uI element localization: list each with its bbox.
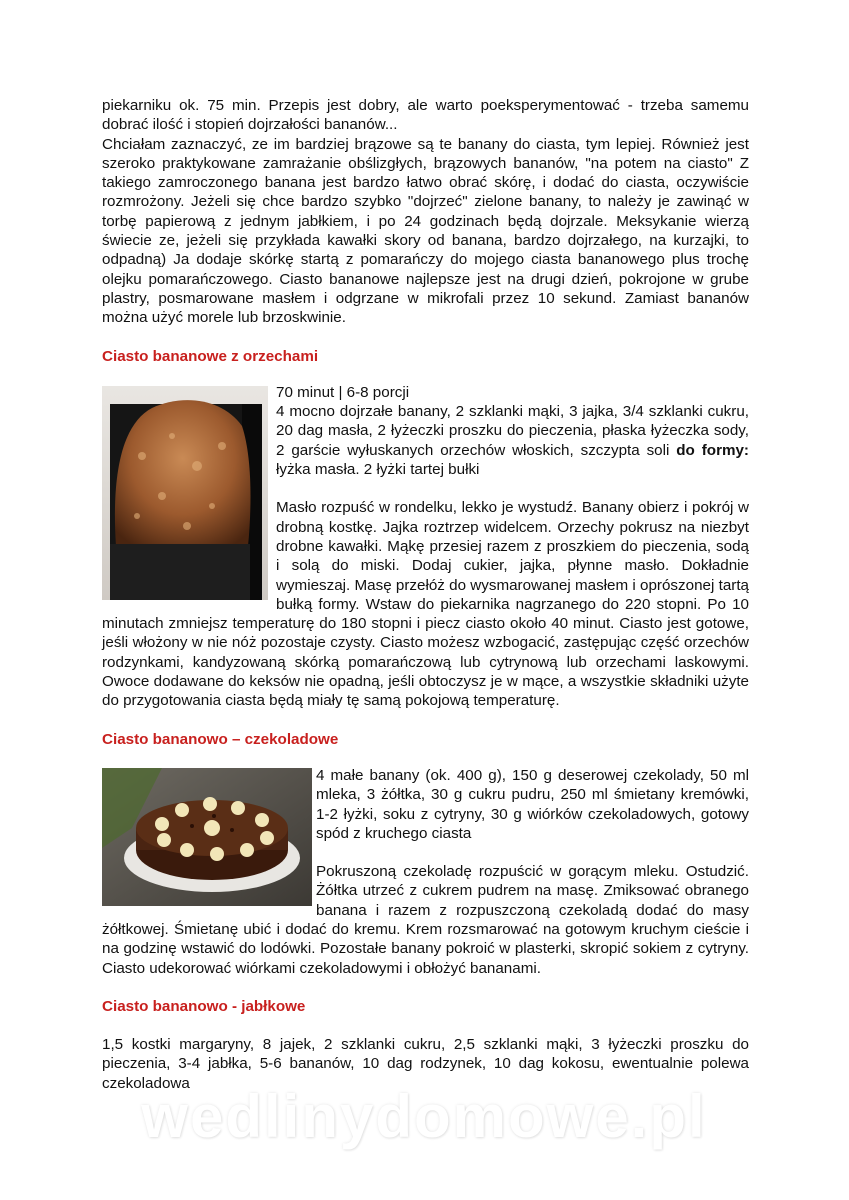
- recipe1-meta: 70 minut | 6-8 porcji: [276, 383, 410, 401]
- intro-paragraph-2: Chciałam zaznaczyć, ze im bardziej brązowe są te banany do ciasta, tym lepiej. Również jest szeroko praktykowane zamrażanie obślizgłych, brązowych bananów, "na potem na ciasto" Z takiego zamroczonego banana jest bardzo łatwo obrać skórę, i dodać do ciasta, oczywiście rozmrożony. Jeżeli się chce bardzo szybko "dojrzeć" zielone banany, to należy je zawinąć w torbę papierową z jednym jabłkiem, i po 24 godzinach będą dojrzale. Meksykanie wierzą świecie ze, jeżeli się przykłada kawałki skory od banana, bardzo dojrzałego, na kurzajki, to odpadną) Ja dodaje skórkę startą z pomarańczy do mojego ciasta bananowego plus trochę olejku pomarańczowego. Ciasto bananowe najlepsze jest na drugi dzień, pokrojone w grube plastry, posmarowane masłem i odgrzane w mikrofali przez 10 sekund. Zamiast bananów można użyć morele lub brzoskwinie.: [102, 135, 749, 327]
- banana-nut-bread-photo: [102, 386, 268, 600]
- recipe1-section: [102, 383, 749, 711]
- recipe2-title: Ciasto bananowo – czekoladowe: [102, 730, 339, 748]
- recipe1-form-text: łyżka masła. 2 łyżki tartej bułki: [276, 461, 480, 479]
- watermark: wedlinydomowe.pl: [141, 1083, 707, 1150]
- intro-paragraph-1: piekarniku ok. 75 min. Przepis jest dobry, ale warto poeksperymentować - trzeba samemu dobrać ilość i stopień dojrzałości bananów...: [102, 97, 749, 134]
- recipe1-title: Ciasto bananowe z orzechami: [102, 347, 319, 365]
- recipe1-ingredients-text: 4 mocno dojrzałe banany, 2 szklanki mąki, 3 jajka, 3/4 szklanki cukru, 20 dag masła, 2 łyżeczki proszku do pieczenia, płaska łyżeczka sody, 2 garście wyłuskanych orzechów włoskich, szczypta soli: [276, 403, 749, 459]
- recipe2-method: Pokruszoną czekoladę rozpuścić w gorącym mleku. Ostudzić. Żółtka utrzeć z cukrem pudrem na masę. Zmiksować obranego banana i razem z rozpuszczoną czekoladą dodać do masy żółtkowej. Śmietanę ubić i dodać do kremu. Krem rozsmarować na gotowym kruchym cieście i na godzinę wstawić do lodówki. Pozostałe banany pokroić w plasterki, skropić sokiem z cytryny. Ciasto udekorować wiórkami czekoladowymi i obłożyć bananami.: [102, 863, 749, 977]
- recipe2-ingredients: 4 małe banany (ok. 400 g), 150 g deserowej czekolady, 50 ml mleka, 3 żółtka, 30 g cukru pudru, 250 ml śmietany kremówki, 1-2 łyżki, soku z cytryny, 30 g wiórków czekoladowych, gotowy spód z kruchego ciasta: [316, 766, 749, 842]
- recipe3-ingredients: 1,5 kostki margaryny, 8 jajek, 2 szklanki cukru, 2,5 szklanki mąki, 3 łyżeczki proszku do pieczenia, 3-4 jabłka, 5-6 bananów, 10 dag rodzynek, 10 dag kokosu, ewentualnie polewa czekoladowa: [102, 1036, 749, 1092]
- recipe3-title: Ciasto bananowo - jabłkowe: [102, 997, 306, 1015]
- document-body: [102, 96, 749, 1093]
- recipe1-method: Masło rozpuść w rondelku, lekko je wystudź. Banany obierz i pokrój w drobną kostkę. Jajka roztrzep widelcem. Orzechy pokrusz na niezbyt drobne kawałki. Mąkę przesiej razem z proszkiem do pieczenia, sodą i solą do miski. Dodaj cukier, jajka, płynne masło. Dokładnie wymieszaj. Masę przełóż do wysmarowanej masłem i oprószonej tartą bułką formy. Wstaw do piekarnika nagrzanego do 220 stopni. Po 10 minutach zmniejsz temperaturę do 180 stopni i piecz ciasto około 40 minut. Ciasto jest gotowe, jeśli włożony w nie nóż pozostaje czysty. Ciasto możesz wzbogacić, zastępując część orzechów rodzynkami, kandyzowaną skórką pomarańczową lub cytrynową lub orzechami laskowymi. Owoce dodawane do keksów nie opadną, jeśli obtoczysz je w mące, a wszystkie składniki użyte do przygotowania ciasta będą miały tę samą pokojową temperaturę.: [102, 499, 749, 710]
- recipe1-form-label: do formy:: [676, 441, 749, 459]
- chocolate-banana-cake-photo: [102, 768, 312, 906]
- recipe2-section: [102, 766, 749, 978]
